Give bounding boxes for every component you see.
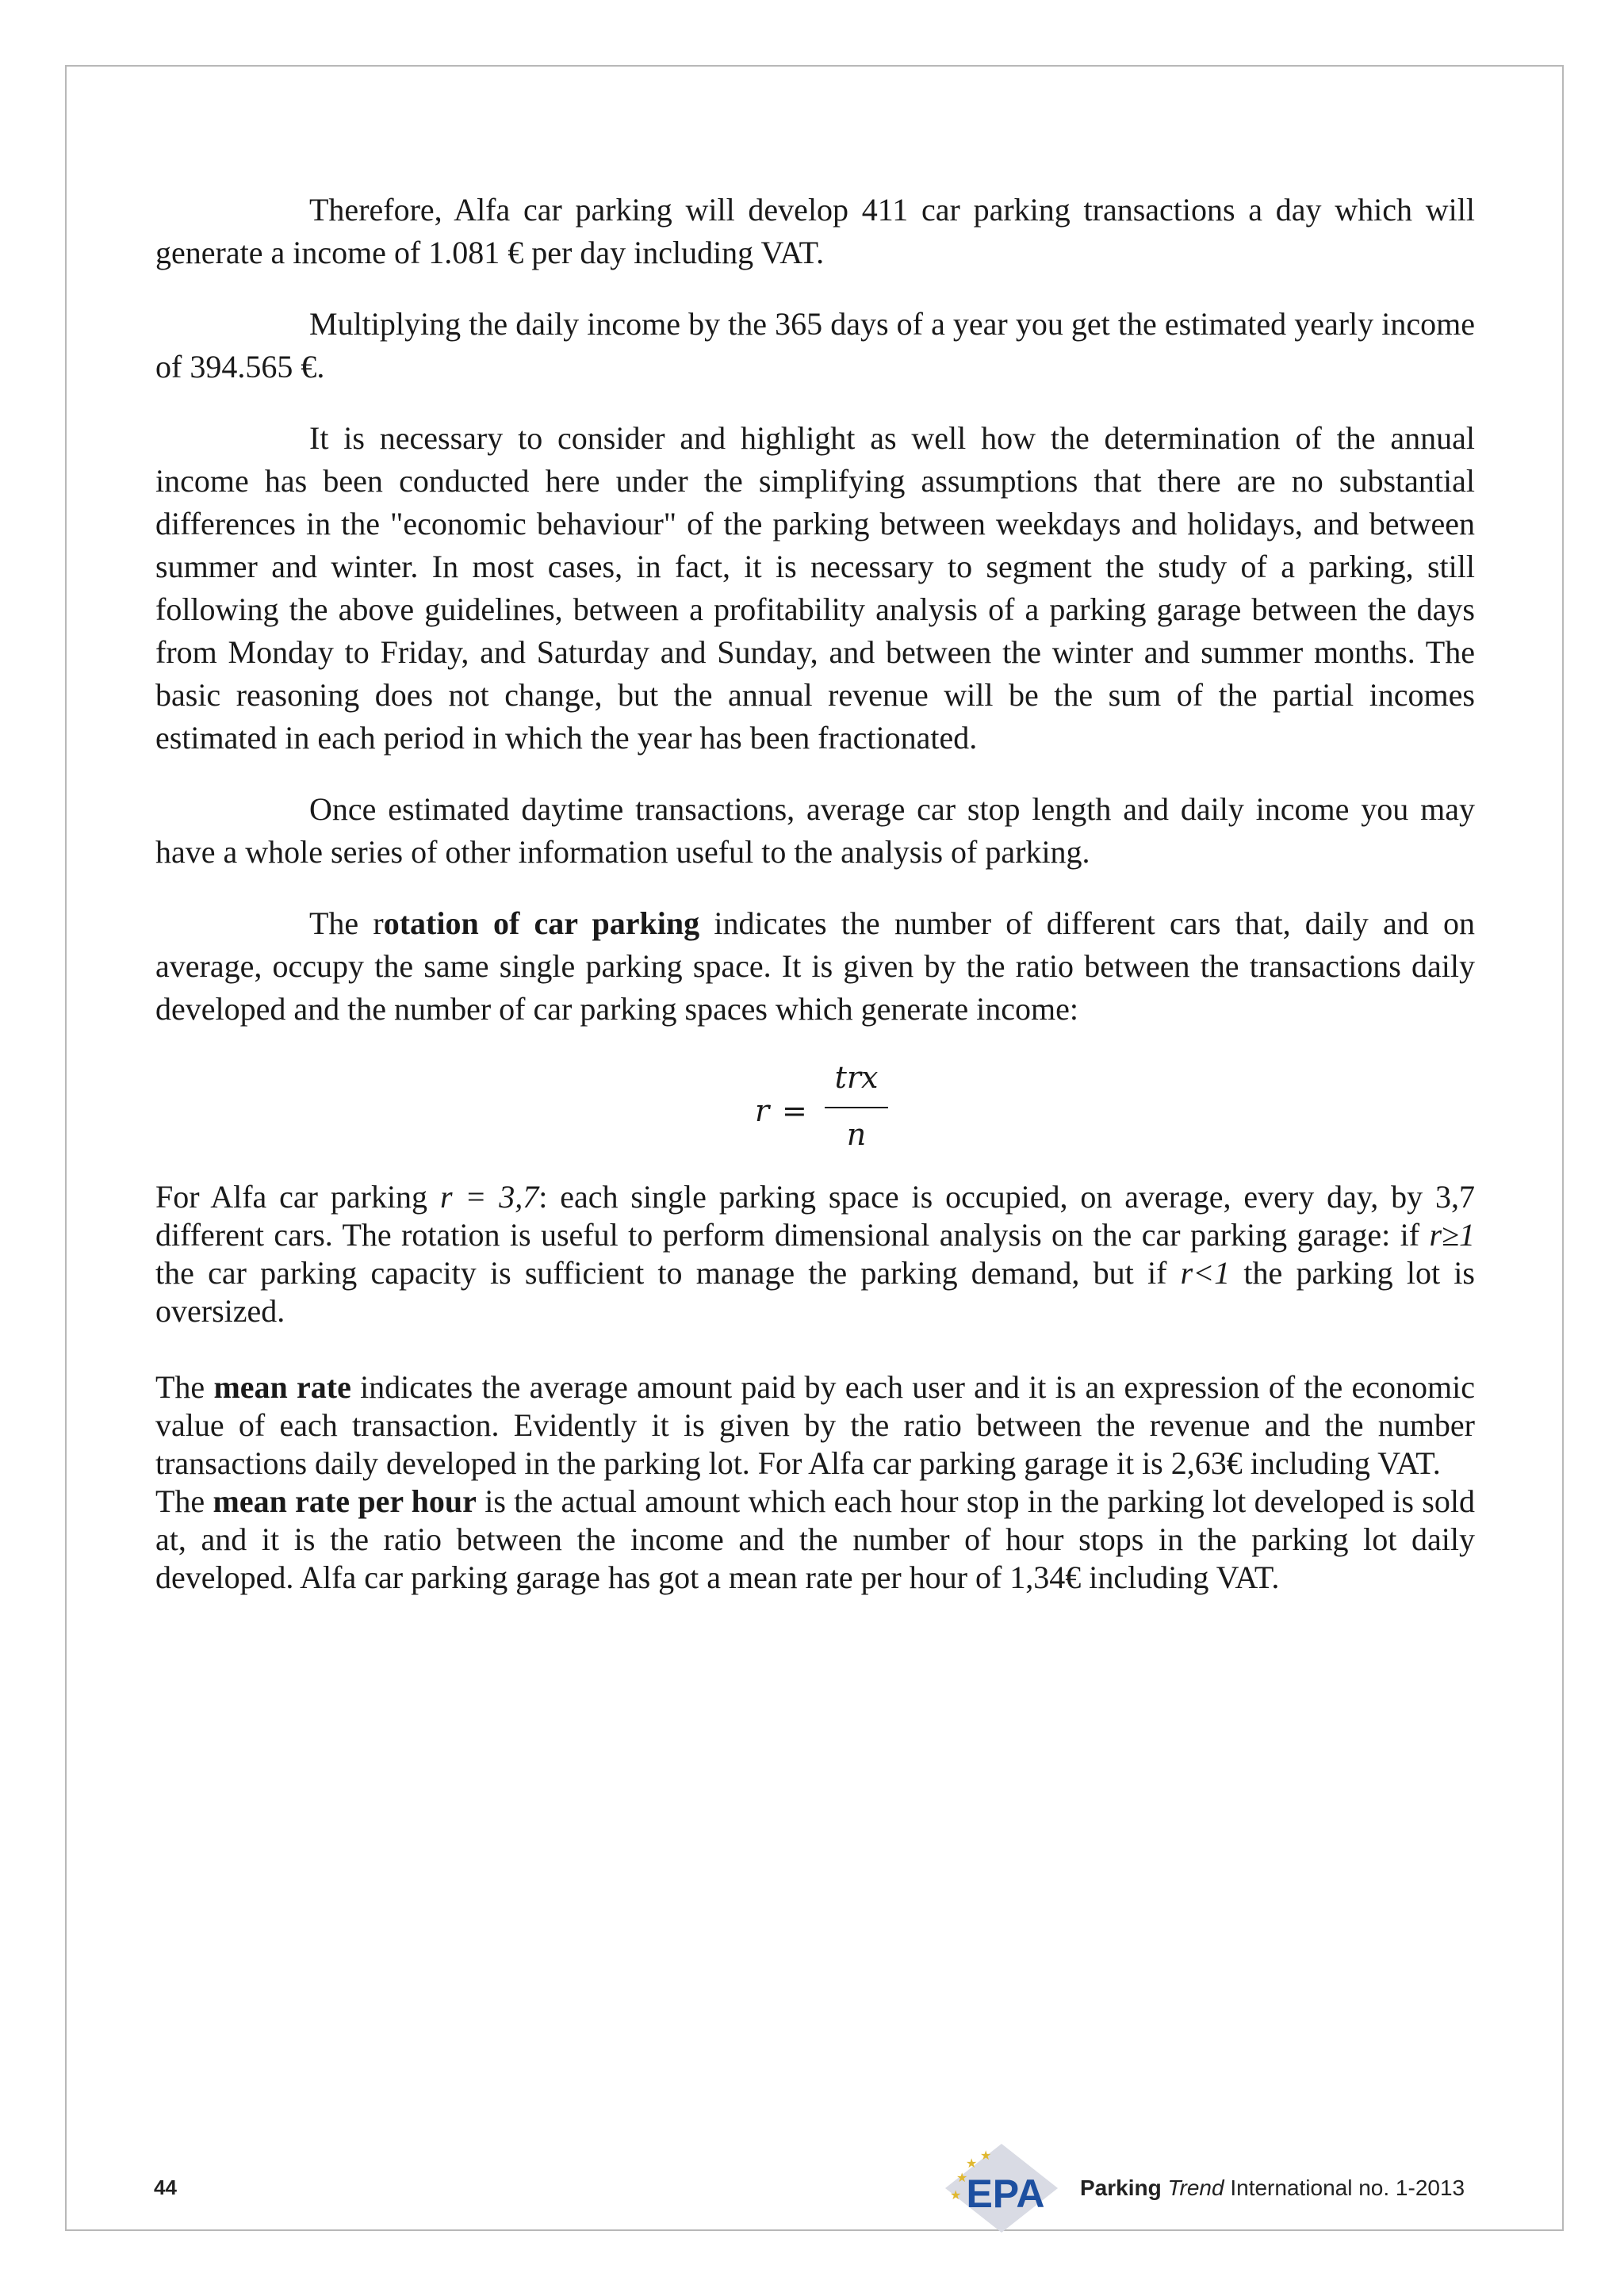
page-number: 44 [154, 2175, 177, 2199]
mean-rate-hour-term: mean rate per hour [213, 1483, 477, 1519]
rotation-text-lead: The r [309, 905, 384, 941]
example-text-lead: For Alfa car parking [155, 1179, 440, 1215]
paragraph-yearly-income: Multiplying the daily income by the 365 days of a year you get the estimated yearly income of 394.565 €. [155, 306, 1475, 385]
mean-rate-text-rest: indicates the average amount paid by each user and it is an expression of the economic value of each transaction. Evidently it is given by the ratio between the revenue and the number transactions daily developed in the parking lot. For Alfa car parking garage it is 2,63€ including VAT. [155, 1369, 1475, 1481]
logo-wordmark: EPA [966, 2172, 1045, 2216]
page-body [155, 189, 1475, 1597]
rotation-text-rest: indicates the number of different cars that, daily and on average, occupy the same single parking space. It is given by the ratio between the transactions daily developed and the number of car parking spaces which generate income: [155, 905, 1475, 1027]
formula-denominator: n [846, 1117, 867, 1152]
paragraph-mean-rate [155, 1368, 1475, 1483]
epa-logo [942, 2141, 1061, 2236]
rotation-formula [155, 1051, 1475, 1170]
example-text-mid: : each single parking space is occupied, on average, every day, by 3,7 different cars. The rotation is useful to perform dimensional analysis on the car parking garage: if [155, 1179, 1476, 1253]
mean-rate-hour-text-rest: is the actual amount which each hour stop in the parking lot developed is sold at, and it is the ratio between the income and the number of hour stops in the parking lot daily developed. Alfa car parking garage has got a mean rate per hour of 1,34€ including VAT. [155, 1483, 1475, 1595]
example-text-end: the parking lot is oversized. [155, 1255, 1475, 1329]
publication-issue: International no. 1-2013 [1224, 2175, 1465, 2200]
paragraph-rotation-definition [155, 902, 1475, 1031]
paragraph-daily-income: Therefore, Alfa car parking will develop 411 car parking transactions a day which will generate a income of 1.081 € per day including VAT. [155, 192, 1475, 270]
mean-rate-hour-text-lead: The [155, 1483, 213, 1519]
publication-bold: Parking [1080, 2175, 1162, 2200]
mean-rate-text-lead: The [155, 1369, 214, 1405]
example-rotation-value: r = 3,7 [439, 1179, 539, 1215]
publication-italic: Trend [1167, 2175, 1224, 2200]
paragraph-mean-rate-per-hour [155, 1483, 1475, 1597]
formula-fraction-bar [825, 1107, 888, 1108]
formula-numerator: trx [834, 1060, 879, 1095]
example-condition-oversized: r<1 [1180, 1255, 1231, 1291]
paragraph-rotation-example [155, 1178, 1475, 1330]
publication-line [1080, 2175, 1465, 2201]
mean-rate-term: mean rate [213, 1369, 351, 1405]
svg-text:★: ★ [950, 2187, 962, 2202]
example-text-mid-2: the car parking capacity is sufficient to manage the parking demand, but if [155, 1255, 1181, 1291]
paragraph-assumptions: It is necessary to consider and highlight as well how the determination of the annual income has been conducted here under the simplifying assumptions that there are no substantial differences in the "economic behaviour" of the parking between weekdays and holidays, and between summer and winter. In most cases, in fact, it is necessary to segment the study of a parking, still following the above guidelines, between a profitability analysis of a parking garage between the days from Monday to Friday, and Saturday and Sunday, and between the winter and summer months. The basic reasoning does not change, but the annual revenue will be the sum of the partial incomes estimated in each period in which the year has been fractionated. [155, 420, 1475, 756]
paragraph-other-information: Once estimated daytime transactions, average car stop length and daily income you may have a whole series of other information useful to the analysis of parking. [155, 791, 1475, 870]
svg-text:★: ★ [966, 2156, 978, 2171]
svg-text:★: ★ [980, 2148, 992, 2163]
formula-lhs: r [755, 1093, 770, 1128]
rotation-term: otation of car parking [383, 905, 700, 941]
example-condition-sufficient: r≥1 [1429, 1217, 1475, 1253]
formula-equals: = [782, 1093, 807, 1128]
svg-text:★: ★ [956, 2170, 968, 2185]
